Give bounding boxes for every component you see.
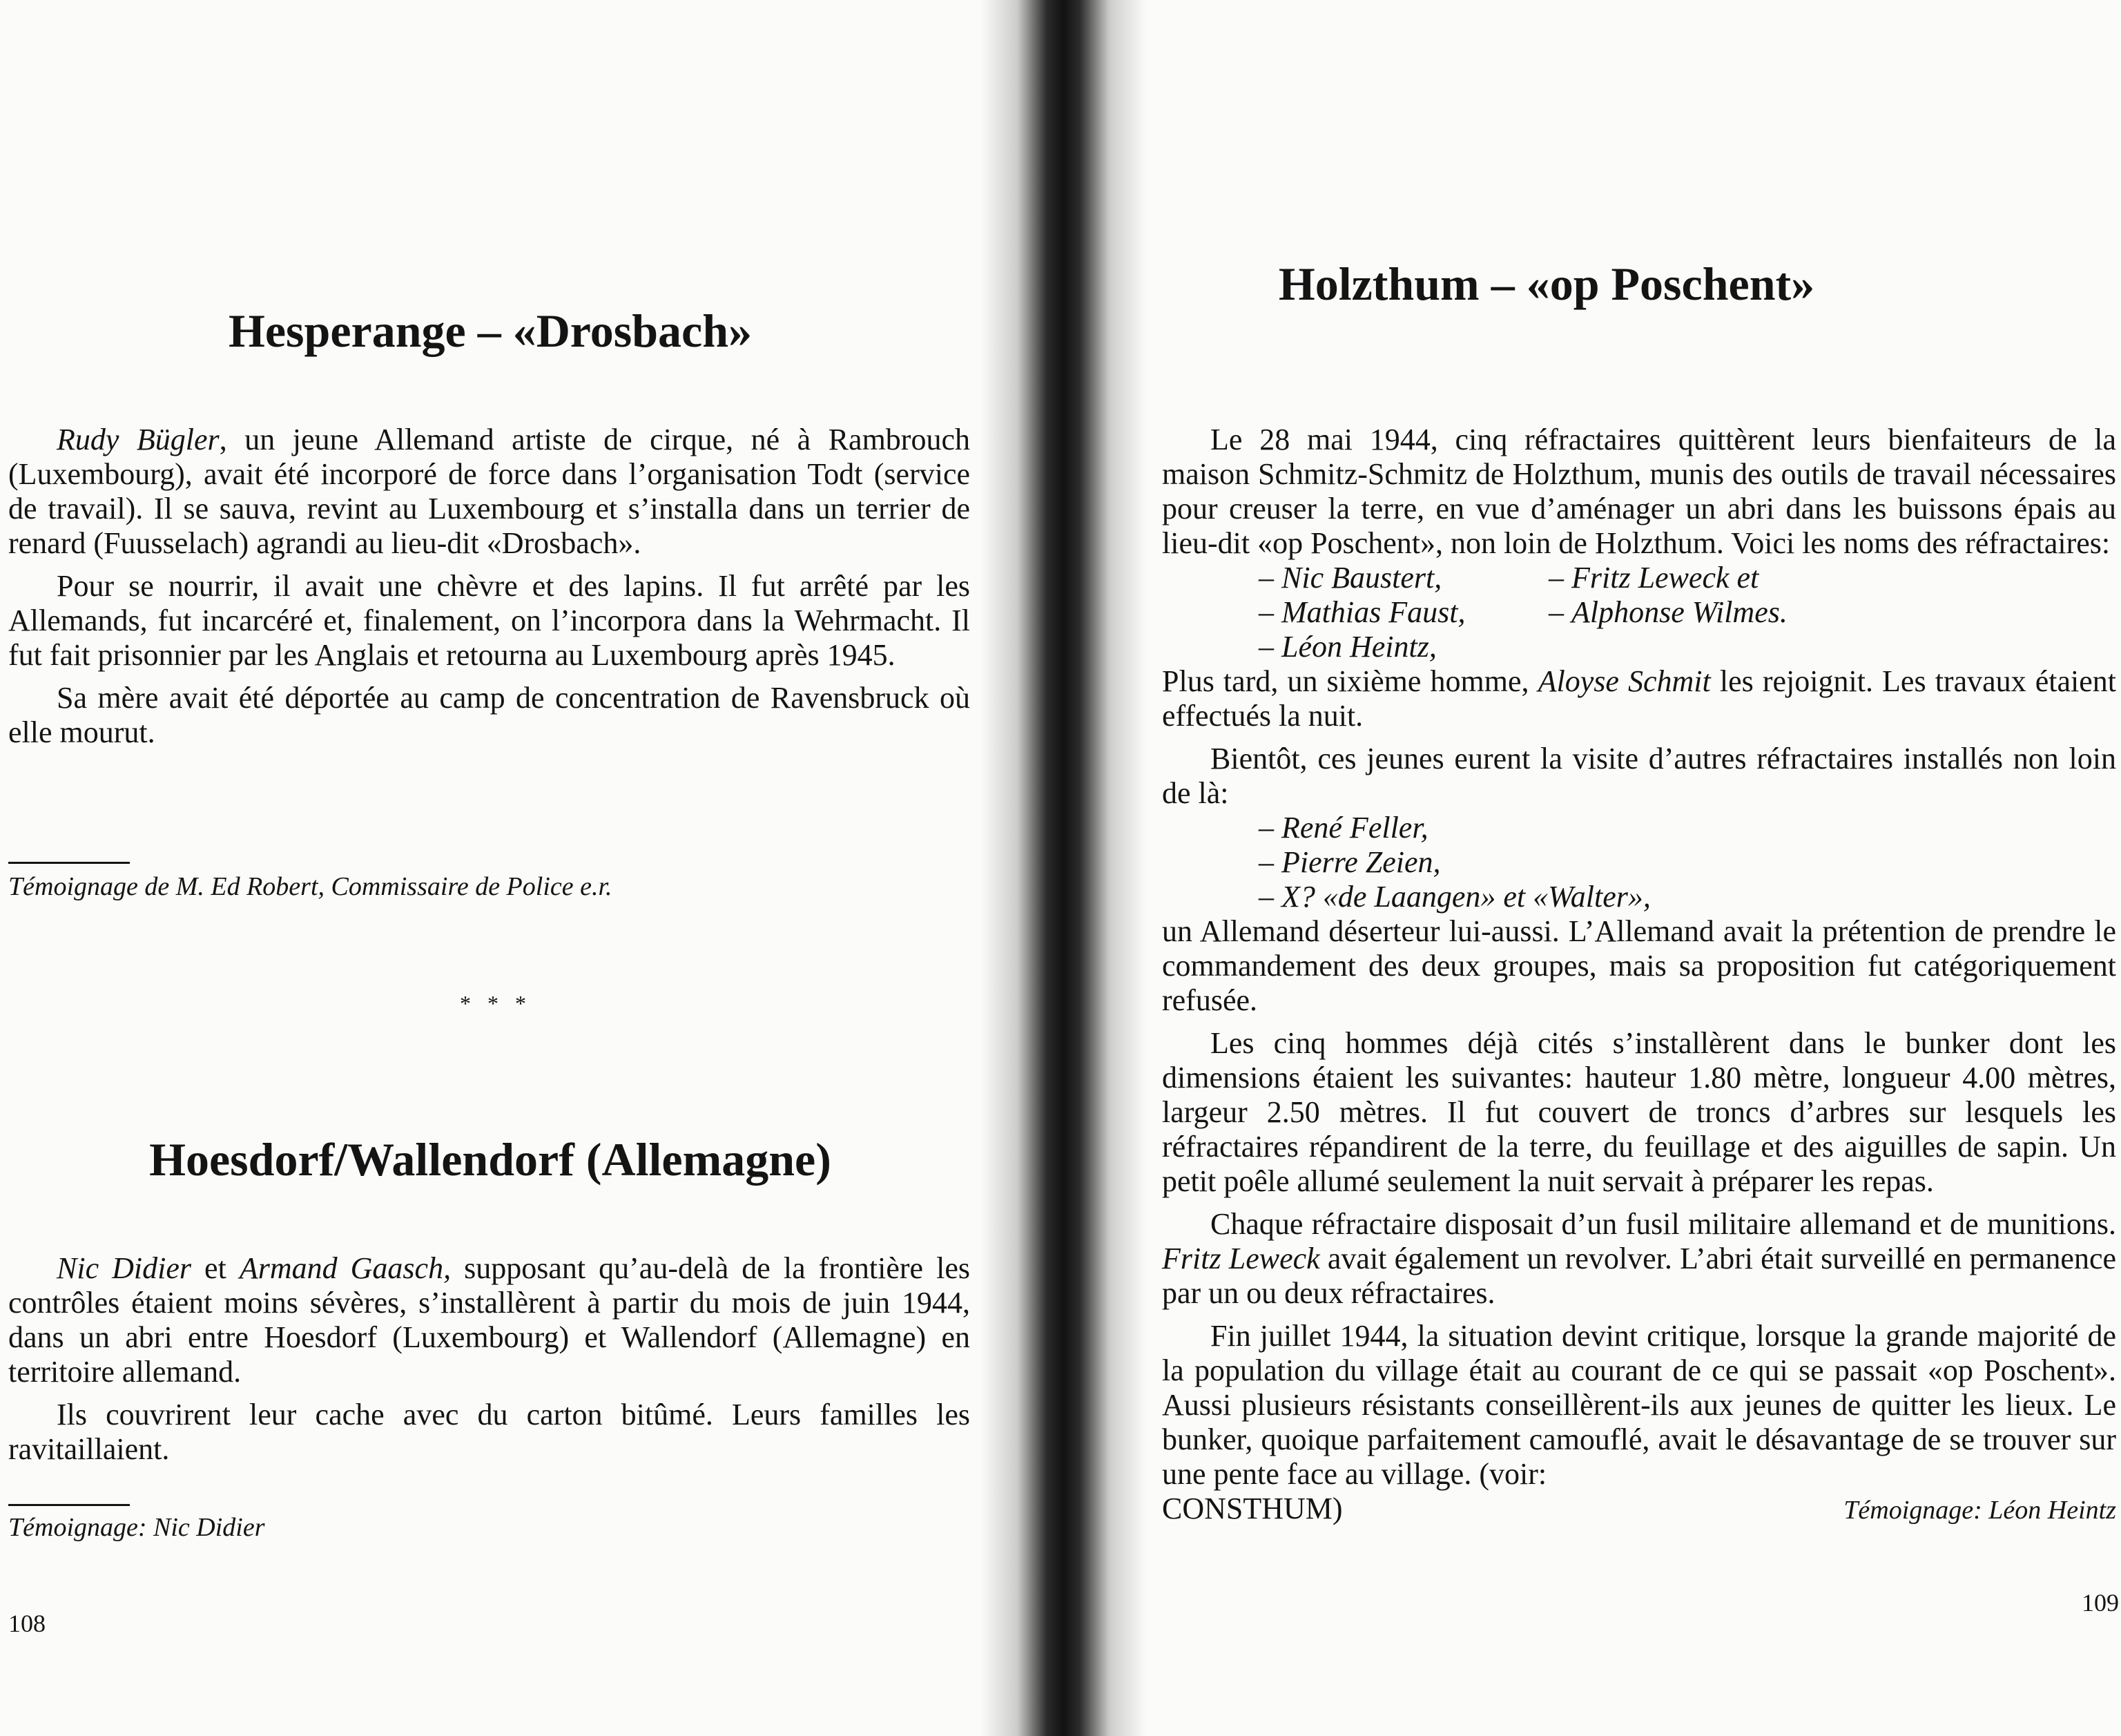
paragraph bbox=[8, 1251, 970, 1389]
names-column-2 bbox=[1549, 561, 1788, 664]
list-item: – Léon Heintz, bbox=[1259, 630, 1549, 664]
paragraph bbox=[1162, 664, 2116, 733]
closing-line bbox=[1162, 1492, 2116, 1527]
paragraph-text: Chaque réfractaire disposait d’un fusil militaire allemand et de munitions. bbox=[1210, 1207, 2116, 1241]
paragraph: Ils couvrirent leur cache avec du carton bitûmé. Leurs familles les ravitaillaient. bbox=[8, 1398, 970, 1466]
list-item: – René Feller, bbox=[1259, 811, 2116, 845]
section-body-hoesdorf bbox=[8, 1251, 970, 1467]
paragraph-text: Plus tard, un sixième homme, bbox=[1162, 664, 1538, 698]
footnote: Témoignage: Léon Heintz bbox=[1843, 1496, 2116, 1525]
list-item: – Mathias Faust, bbox=[1259, 595, 1549, 630]
paragraph-text: supposant qu’au-delà de la frontière les contrôles étaient moins sévères, s’installèrent à partir du mois de juin 1944, dans un abri entre Hoesdorf (Luxembourg) et Wallendorf (Allemagne) en territoire allemand. bbox=[8, 1251, 970, 1389]
paragraph: Le 28 mai 1944, cinq réfractaires quittèrent leurs bienfaiteurs de la maison Schmitz-Schmitz de Holzthum, munis des outils de travail nécessaires pour creuser la terre, en vue d’aménager un abri dans les buissons épais au lieu-dit «op Poschent», non loin de Holzthum. Voici les noms des réfractaires: bbox=[1162, 423, 2116, 560]
section-title-holzthum: Holzthum – «op Poschent» bbox=[1278, 258, 1815, 310]
paragraph-text: , un jeune Allemand artiste de cirque, né à Rambrouch (Luxembourg), avait été incorporé de force dans l’organisation Todt (service de travail). Il se sauva, revint au Luxembourg et s’installa dans un terrier de renard (Fuusselach) agrandi au lieu-dit «Drosbach». bbox=[8, 423, 970, 560]
paragraph: Bientôt, ces jeunes eurent la visite d’autres réfractaires installés non loin de là: bbox=[1162, 742, 2116, 810]
list-item: – Nic Baustert, bbox=[1259, 561, 1549, 595]
person-name: Rudy Bügler bbox=[57, 423, 220, 456]
paragraph-text: avait également un revolver. L’abri était surveillé en permanence par un ou deux réfractaires. bbox=[1162, 1242, 2116, 1310]
book-spine-shadow bbox=[980, 0, 1146, 1736]
section-body-hesperange bbox=[8, 423, 970, 750]
list-item: – Alphonse Wilmes. bbox=[1549, 595, 1788, 630]
paragraph: un Allemand déserteur lui-aussi. L’Allemand avait la prétention de prendre le commandement des deux groupes, mais sa proposition fut catégoriquement refusée. bbox=[1162, 914, 2116, 1017]
paragraph: Les cinq hommes déjà cités s’installèrent dans le bunker dont les dimensions étaient les suivantes: hauteur 1.80 mètre, longueur 4.00 mètres, largeur 2.50 mètres. Il fut couvert de troncs d’arbres sur lesquels les réfractaires répandirent de la terre, du feuillage et des aiguilles de sapin. Un petit poêle allumé seulement la nuit servait à préparer les repas. bbox=[1162, 1026, 2116, 1198]
paragraph-text: et bbox=[191, 1251, 240, 1285]
footnote: Témoignage: Nic Didier bbox=[8, 1513, 265, 1542]
person-name: Nic Didier bbox=[57, 1251, 192, 1285]
list-item: – X? «de Laangen» et «Walter», bbox=[1259, 880, 2116, 914]
footnote-rule bbox=[8, 862, 130, 864]
person-name: Armand Gaasch, bbox=[239, 1251, 452, 1285]
section-separator: * * * bbox=[460, 991, 532, 1016]
page-number: 108 bbox=[8, 1610, 46, 1637]
footnote: Témoignage de M. Ed Robert, Commissaire de Police e.r. bbox=[8, 872, 612, 901]
left-page bbox=[0, 0, 980, 1736]
list-item: – Fritz Leweck et bbox=[1549, 561, 1788, 595]
paragraph: Pour se nourrir, il avait une chèvre et des lapins. Il fut arrêté par les Allemands, fut incarcéré et, finalement, on l’incorpora dans la Wehrmacht. Il fut fait prisonnier par les Anglais et retourna au Luxembourg après 1945. bbox=[8, 569, 970, 672]
person-name: Aloyse Schmit bbox=[1538, 664, 1711, 698]
list-item: – Pierre Zeien, bbox=[1259, 845, 2116, 880]
section-title-hesperange: Hesperange – «Drosbach» bbox=[228, 305, 753, 357]
paragraph bbox=[8, 423, 970, 561]
person-name: Fritz Leweck bbox=[1162, 1242, 1320, 1275]
page-number: 109 bbox=[2082, 1589, 2119, 1617]
section-body-holzthum bbox=[1162, 423, 2116, 1527]
right-page bbox=[1132, 0, 2121, 1736]
footnote-rule bbox=[8, 1504, 130, 1506]
paragraph-text: les rejoignit. Les travaux étaient effectués la nuit. bbox=[1162, 664, 2116, 733]
paragraph: Sa mère avait été déportée au camp de concentration de Ravensbruck où elle mourut. bbox=[8, 681, 970, 749]
section-title-hoesdorf: Hoesdorf/Wallendorf (Allemagne) bbox=[149, 1133, 831, 1186]
paragraph bbox=[1162, 1207, 2116, 1311]
names-list bbox=[1259, 561, 2116, 664]
paragraph-text: CONSTHUM) bbox=[1162, 1492, 1343, 1525]
names-list-2 bbox=[1259, 811, 2116, 914]
names-column-1 bbox=[1259, 561, 1549, 664]
paragraph: Fin juillet 1944, la situation devint critique, lorsque la grande majorité de la population du village était au courant de ce qui se passait «op Poschent». Aussi plusieurs résistants conseillèrent-ils aux jeunes de quitter les lieux. Le bunker, quoique parfaitement camouflé, avait le désavantage de se trouver sur une pente face au village. (voir: bbox=[1162, 1319, 2116, 1491]
